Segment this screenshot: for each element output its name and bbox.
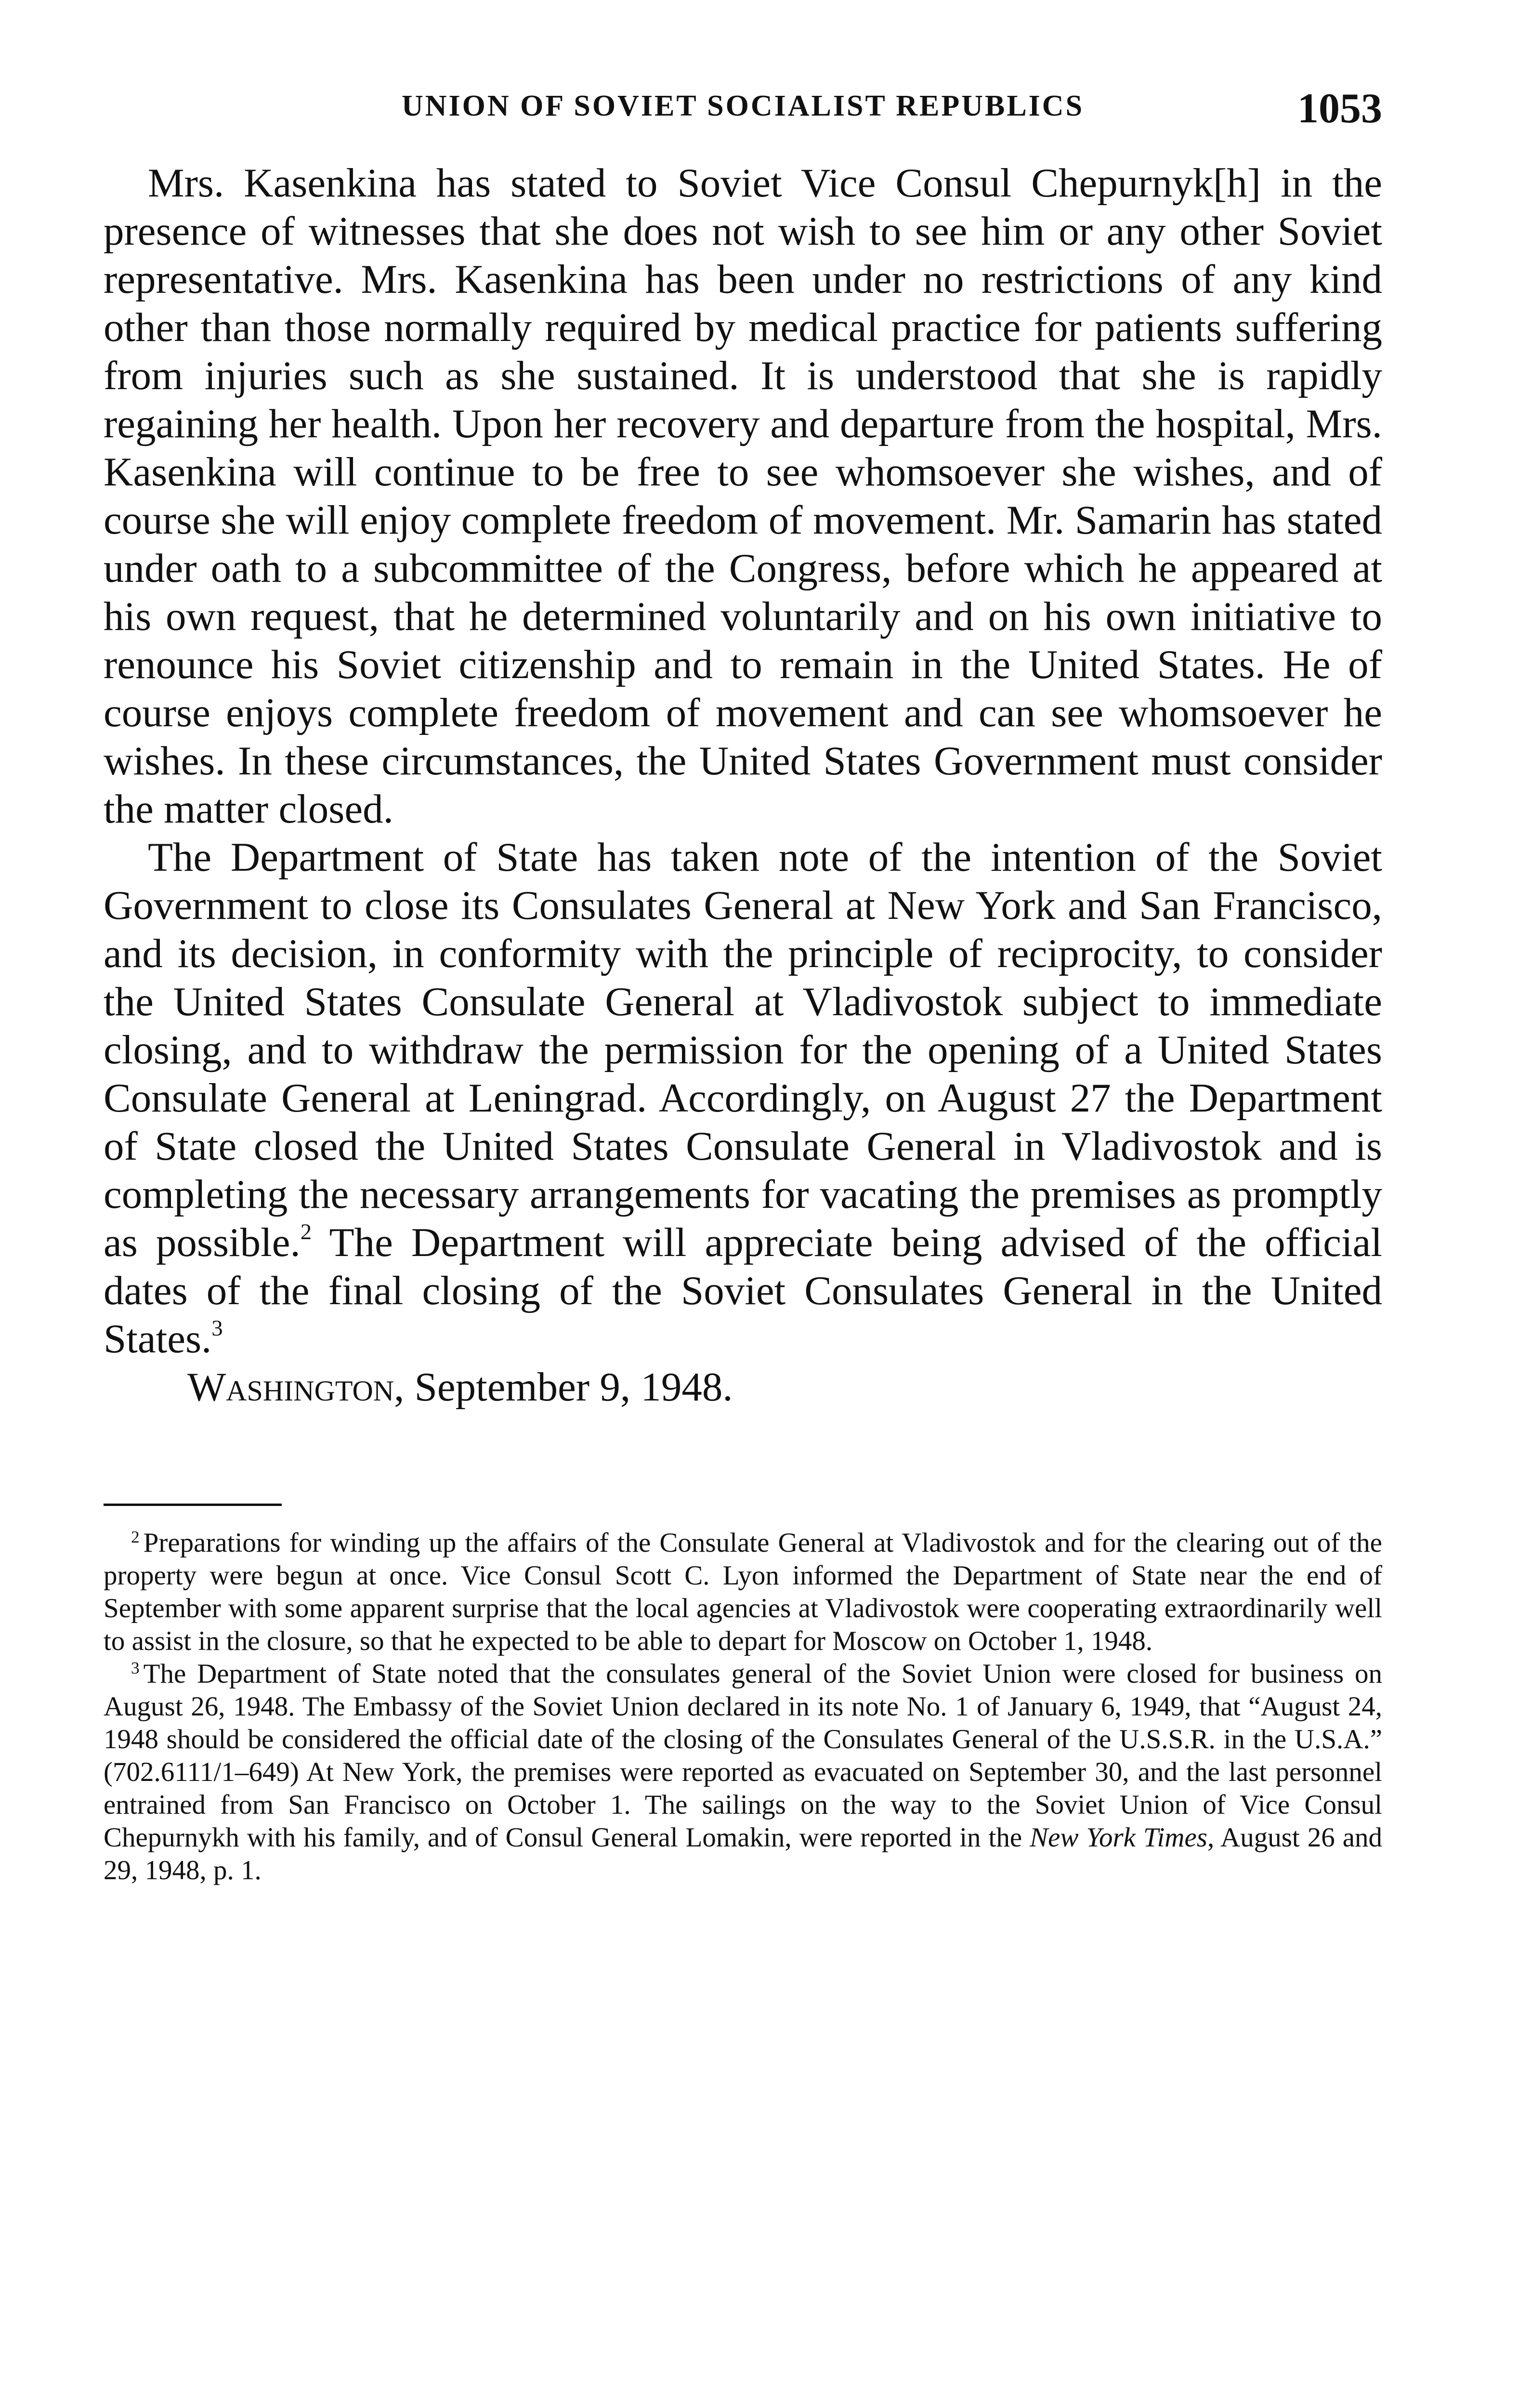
newspaper-title: New York Times <box>1030 1822 1207 1853</box>
body-paragraph-1: Mrs. Kasenkina has stated to Soviet Vice Consul Chepurnyk[h] in the presence of witnesses that she does not wish to see him or any other Soviet representative. Mrs. Kasenkina has been under no restrictions of any kind other than those normally required by medical practice for patients suffering from injuries such as she sustained. It is understood that she is rapidly regaining her health. Upon her recovery and departure from the hospital, Mrs. Kasenkina will continue to be free to see whomsoever she wishes, and of course she will enjoy complete freedom of movement. Mr. Samarin has stated under oath to a subcommittee of the Congress, before which he appeared at his own request, that he determined voluntarily and on his own initiative to renounce his Soviet citizenship and to remain in the United States. He of course enjoys complete freedom of movement and can see whomsoever he wishes. In these circumstances, the United States Government must consider the matter closed. <box>104 160 1382 832</box>
footnotes <box>104 1527 1382 1887</box>
body-paragraph-2-text-b: The Department will appreciate being advised of the official dates of the final closing of the Soviet Consulates General in the United States. <box>104 1220 1382 1361</box>
footnote-2 <box>104 1527 1382 1658</box>
main-text <box>104 159 1382 1411</box>
footnote-reference-3: 3 <box>211 1315 223 1341</box>
dateline <box>104 1363 1382 1411</box>
footnote-3-text-b: , August 26 and 29, 1948, p. 1. <box>104 1822 1382 1885</box>
footnote-3-text-a: The Department of State noted that the consulates general of the Soviet Union were closed for business on August 26, 1948. The Embassy of the Soviet Union declared in its note No. 1 of January 6, 1949, that “August 24, 1948 should be considered the official date of the closing of the Consulates General of the U.S.S.R. in the U.S.A.” (702.6111/1–649) At New York, the premises were reported as evacuated on September 30, and the last personnel entrained from San Francisco on October 1. The sailings on the way to the Soviet Union of Vice Consul Chepurnykh with his family, and of Consul General Lomakin, were reported in the <box>104 1659 1382 1853</box>
footnote-2-text: Preparations for winding up the affairs of the Consulate General at Vladivostok and for the clearing out of the property were begun at once. Vice Consul Scott C. Lyon informed the Department of State near the end of September with some apparent surprise that the local agencies at Vladivostok were cooperating extraordinarily well to assist in the closure, so that he expected to be able to depart for Moscow on October 1, 1948. <box>104 1528 1382 1656</box>
footnote-separator-rule <box>104 1504 282 1506</box>
body-paragraph-2-text-a: The Department of State has taken note of the intention of the Soviet Government to close its Consulates General at New York and San Francisco, and its decision, in conformity with the principle of reciprocity, to consider the United States Consulate General at Vladivostok subject to immediate closing, and to withdraw the permission for the opening of a United States Consulate General at Leningrad. Accordingly, on August 27 the Department of State closed the United States Consulate General in Vladivostok and is completing the necessary arrangements for vacating the premises as promptly as possible. <box>104 835 1382 1265</box>
footnote-3 <box>104 1658 1382 1887</box>
page-number: 1053 <box>1297 85 1382 132</box>
dateline-place: Washington <box>187 1364 394 1410</box>
dateline-date: , September 9, 1948. <box>394 1364 733 1410</box>
footnote-2-marker: 2 <box>131 1527 140 1546</box>
running-head: UNION OF SOVIET SOCIALIST REPUBLICS <box>401 90 1085 122</box>
page-header <box>104 84 1382 137</box>
footnote-3-marker: 3 <box>131 1658 140 1677</box>
body-paragraph-2 <box>104 833 1382 1363</box>
footnote-reference-2: 2 <box>300 1219 312 1244</box>
